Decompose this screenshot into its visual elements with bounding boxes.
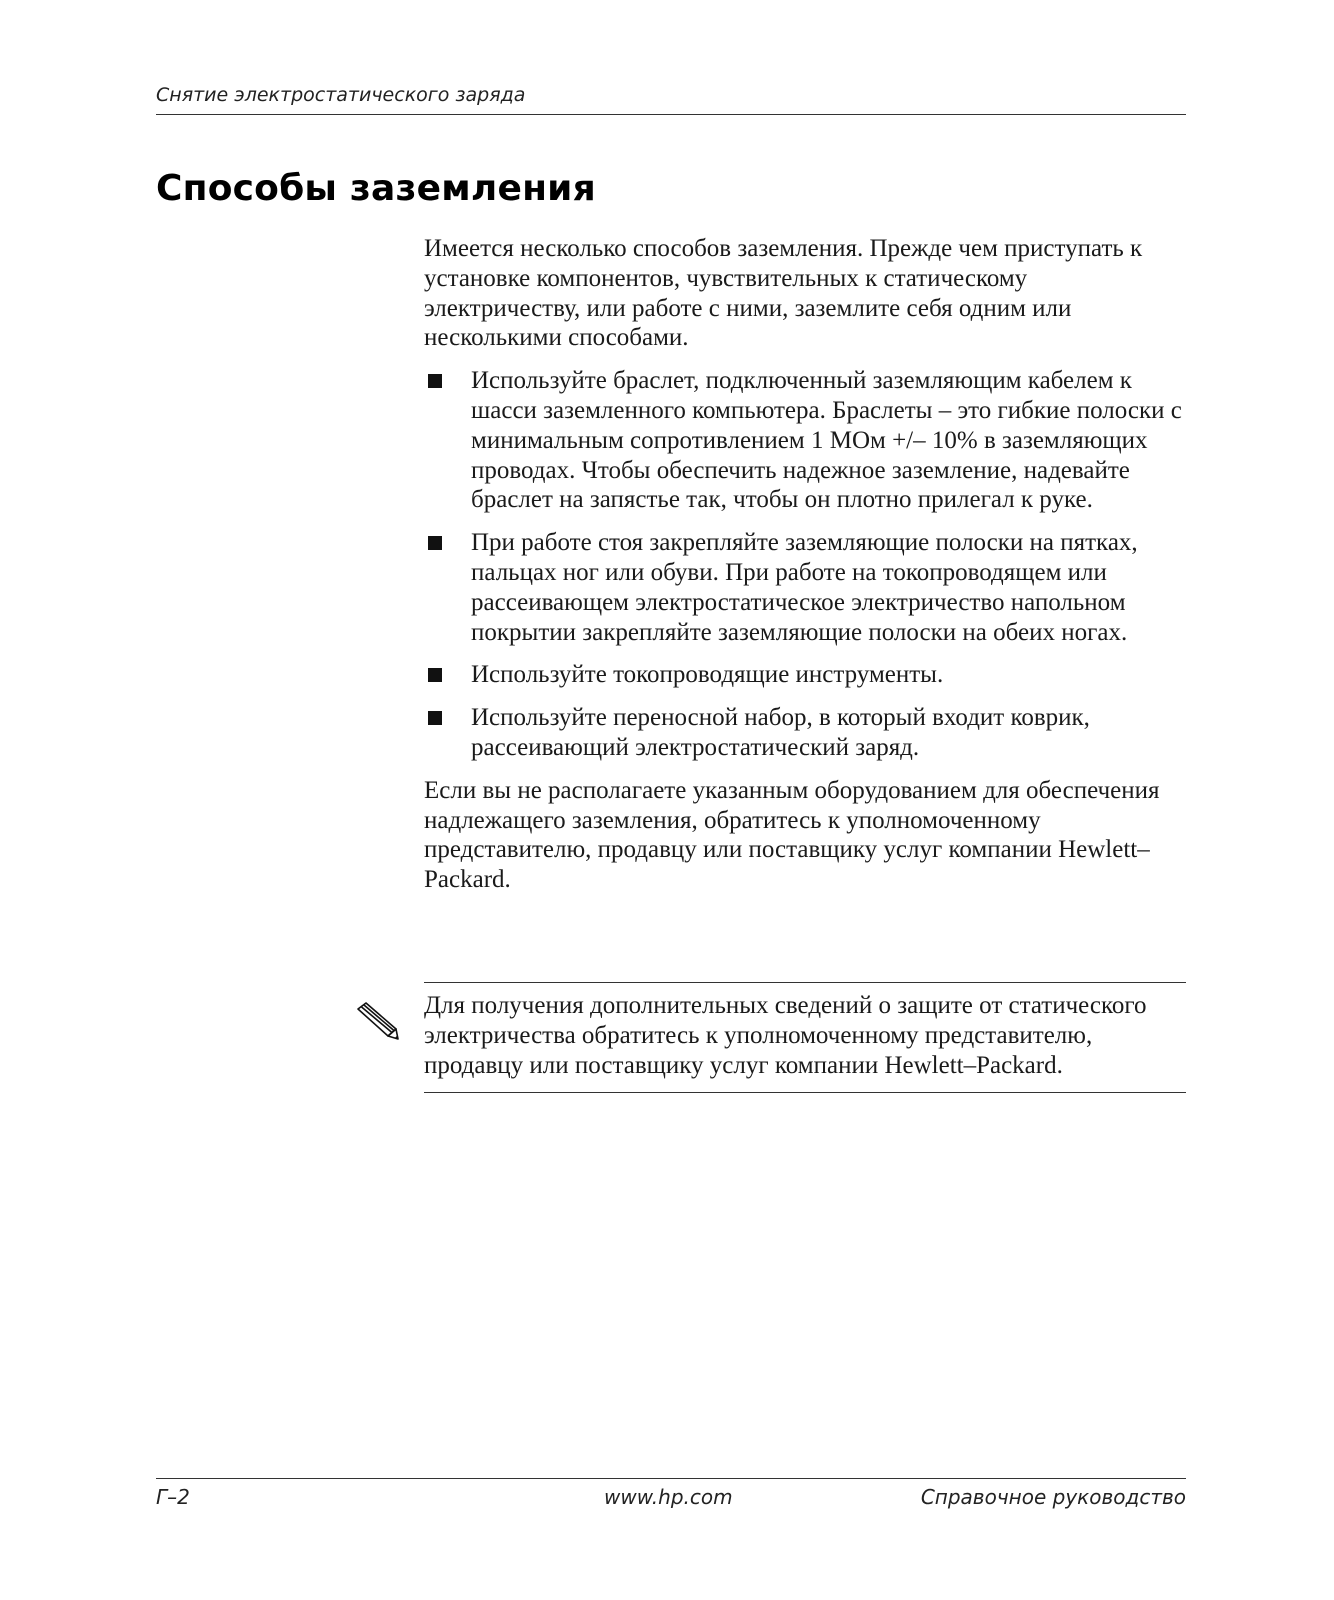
grounding-methods-list [424, 366, 1186, 763]
list-item [424, 660, 1186, 690]
body-column [424, 234, 1186, 908]
square-bullet-icon [428, 374, 442, 388]
square-bullet-icon [428, 668, 442, 682]
page-number: Г–2 [156, 1485, 190, 1509]
note-box [350, 982, 1186, 1093]
header-rule [156, 114, 1186, 115]
pencil-icon [354, 999, 400, 1043]
footer-rule [156, 1478, 1186, 1479]
list-item [424, 528, 1186, 647]
note-body [350, 983, 1186, 1092]
note-text: Для получения дополнительных сведений о защите от статического электричества обратитесь к уполномоченному представителю, продавцу или поставщику услуг компании Hewlett–Packard. [424, 992, 1147, 1079]
page-title: Способы заземления [156, 168, 596, 209]
closing-paragraph: Если вы не располагаете указанным оборудованием для обеспечения надлежащего заземления, обратитесь к уполномоченному представителю, продавцу или поставщику услуг компании Hewlett–Packard. [424, 776, 1160, 894]
running-head: Снятие электростатического заряда [156, 84, 526, 106]
list-item-text: Используйте браслет, подключенный заземляющим кабелем к шасси заземленного компьютера. Браслеты – это гибкие полоски с минимальным сопротивлением 1 МОм +/– 10% в заземляющих проводах. Чтобы обеспечить надежное заземление, надевайте браслет на запястье так, чтобы он плотно прилегал к руке. [471, 367, 1182, 514]
footer-book-title: Справочное руководство [920, 1485, 1186, 1509]
list-item-text: При работе стоя закрепляйте заземляющие полоски на пятках, пальцах ног или обуви. При работе на токопроводящем или рассеивающем электростатическое электричество напольном покрытии закрепляйте заземляющие полоски на обеих ногах. [471, 529, 1138, 646]
square-bullet-icon [428, 711, 442, 725]
footer-url: www.hp.com [604, 1485, 733, 1509]
list-item-text: Используйте токопроводящие инструменты. [471, 661, 944, 689]
note-bottom-rule [424, 1092, 1186, 1093]
list-item [424, 366, 1186, 515]
intro-paragraph: Имеется несколько способов заземления. Прежде чем приступать к установке компонентов, чувствительных к статическому электричеству, или работе с ними, заземлите себя одним или несколькими способами. [424, 235, 1143, 352]
list-item-text: Используйте переносной набор, в который входит коврик, рассеивающий электростатический заряд. [471, 704, 1090, 761]
square-bullet-icon [428, 536, 442, 550]
list-item [424, 703, 1186, 763]
